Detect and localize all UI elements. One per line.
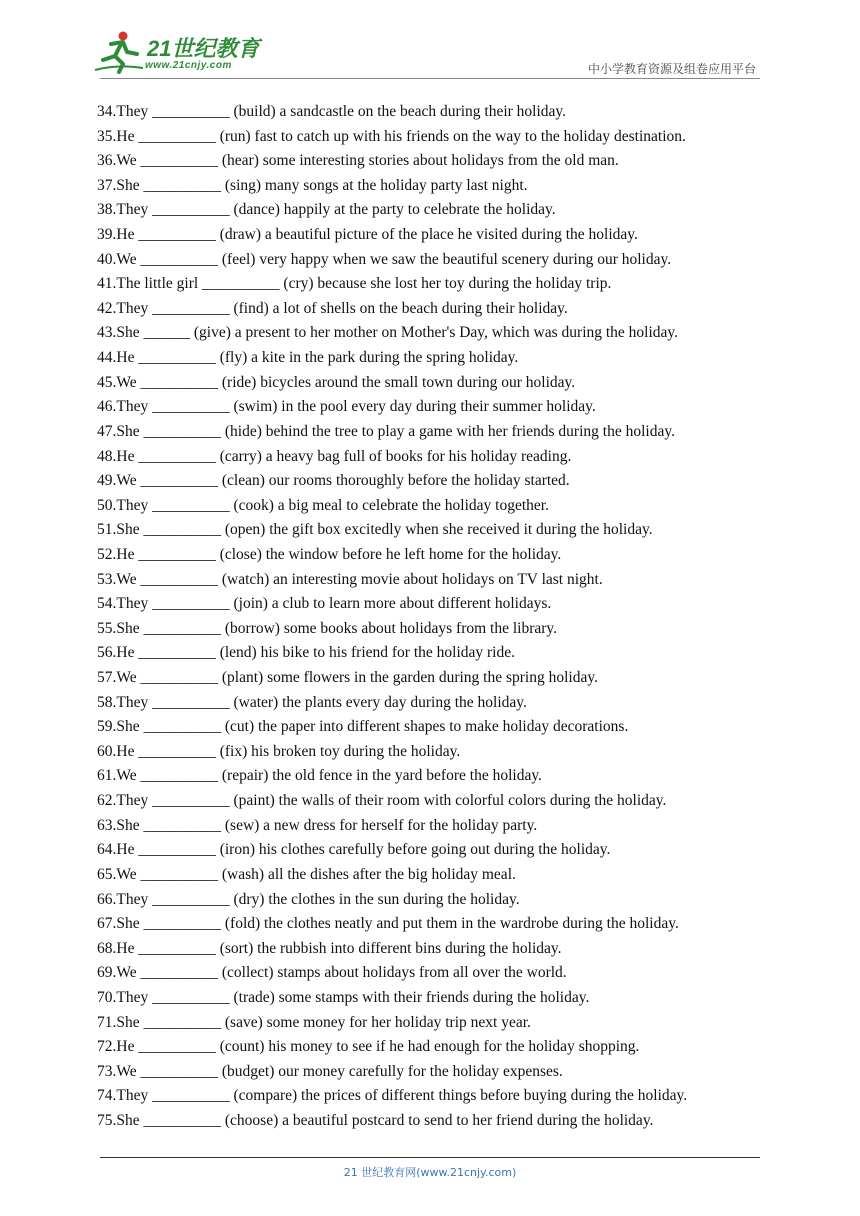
- question-item: 37.She __________ (sing) many songs at the holiday party last night.: [97, 176, 528, 194]
- logo-url: www.21cnjy.com: [145, 60, 232, 71]
- question-item: 68.He __________ (sort) the rubbish into different bins during the holiday.: [97, 939, 562, 957]
- question-item: 57.We __________ (plant) some flowers in the garden during the spring holiday.: [97, 669, 598, 687]
- runner-logo-icon: [93, 30, 145, 74]
- question-item: 58.They __________ (water) the plants every day during the holiday.: [97, 693, 527, 711]
- question-item: 54.They __________ (join) a club to learn more about different holidays.: [97, 595, 552, 613]
- question-item: 55.She __________ (borrow) some books about holidays from the library.: [97, 619, 558, 637]
- question-item: 63.She __________ (sew) a new dress for herself for the holiday party.: [97, 816, 538, 834]
- question-item: 38.They __________ (dance) happily at the party to celebrate the holiday.: [97, 201, 556, 219]
- question-item: 41.The little girl __________ (cry) because she lost her toy during the holiday trip.: [97, 275, 612, 293]
- page-header: [0, 0, 860, 80]
- question-item: 60.He __________ (fix) his broken toy during the holiday.: [97, 742, 461, 760]
- logo-text: 21世纪教育: [147, 36, 260, 61]
- question-item: 34.They __________ (build) a sandcastle on the beach during their holiday.: [97, 103, 567, 120]
- question-item: 53.We __________ (watch) an interesting movie about holidays on TV last night.: [97, 570, 603, 588]
- question-item: 51.She __________ (open) the gift box excitedly when she received it during the holiday.: [97, 521, 653, 539]
- question-item: 69.We __________ (collect) stamps about holidays from all over the world.: [97, 964, 567, 982]
- question-item: 72.He __________ (count) his money to see if he had enough for the holiday shopping.: [97, 1038, 640, 1056]
- question-list: [97, 100, 767, 1134]
- footer-link[interactable]: 21 世纪教育网(www.21cnjy.com): [343, 1166, 517, 1179]
- question-item: 48.He __________ (carry) a heavy bag full of books for his holiday reading.: [97, 447, 572, 465]
- question-item: 42.They __________ (find) a lot of shells on the beach during their holiday.: [97, 299, 568, 317]
- footer-divider: [100, 1157, 760, 1158]
- question-item: 50.They __________ (cook) a big meal to celebrate the holiday together.: [97, 496, 549, 514]
- question-item: 56.He __________ (lend) his bike to his friend for the holiday ride.: [97, 644, 515, 662]
- header-divider: [100, 78, 760, 79]
- platform-title: 中小学教育资源及组卷应用平台: [587, 62, 756, 76]
- question-item: 39.He __________ (draw) a beautiful picture of the place he visited during the holiday.: [97, 226, 638, 244]
- question-item: 61.We __________ (repair) the old fence in the yard before the holiday.: [97, 767, 542, 785]
- question-item: 35.He __________ (run) fast to catch up with his friends on the way to the holiday destination.: [97, 127, 686, 145]
- question-item: 47.She __________ (hide) behind the tree to play a game with her friends during the holiday.: [97, 422, 675, 440]
- question-item: 46.They __________ (swim) in the pool every day during their summer holiday.: [97, 398, 596, 416]
- question-item: 43.She ______ (give) a present to her mother on Mother's Day, which was during the holiday.: [97, 324, 679, 342]
- question-item: 67.She __________ (fold) the clothes neatly and put them in the wardrobe during the holiday.: [97, 915, 679, 933]
- question-item: 64.He __________ (iron) his clothes carefully before going out during the holiday.: [97, 841, 611, 859]
- question-item: 36.We __________ (hear) some interesting stories about holidays from the old man.: [97, 152, 619, 170]
- question-item: 71.She __________ (save) some money for her holiday trip next year.: [97, 1013, 531, 1031]
- question-item: 49.We __________ (clean) our rooms thoroughly before the holiday started.: [97, 472, 570, 490]
- logo: [93, 30, 263, 78]
- question-item: 66.They __________ (dry) the clothes in the sun during the holiday.: [97, 890, 520, 908]
- question-item: 62.They __________ (paint) the walls of their room with colorful colors during the holiday.: [97, 792, 667, 810]
- question-item: 59.She __________ (cut) the paper into different shapes to make holiday decorations.: [97, 718, 629, 736]
- question-item: 40.We __________ (feel) very happy when we saw the beautiful scenery during our holiday.: [97, 250, 672, 268]
- question-item: 45.We __________ (ride) bicycles around the small town during our holiday.: [97, 373, 576, 391]
- question-item: 44.He __________ (fly) a kite in the park during the spring holiday.: [97, 349, 519, 367]
- question-item: 52.He __________ (close) the window before he left home for the holiday.: [97, 545, 562, 563]
- question-item: 74.They __________ (compare) the prices of different things before buying during the holiday.: [97, 1087, 688, 1105]
- question-item: 65.We __________ (wash) all the dishes after the big holiday meal.: [97, 865, 516, 883]
- question-item: 70.They __________ (trade) some stamps with their friends during the holiday.: [97, 988, 590, 1006]
- question-item: 75.She __________ (choose) a beautiful postcard to send to her friend during the holiday.: [97, 1111, 654, 1129]
- question-item: 73.We __________ (budget) our money carefully for the holiday expenses.: [97, 1062, 563, 1080]
